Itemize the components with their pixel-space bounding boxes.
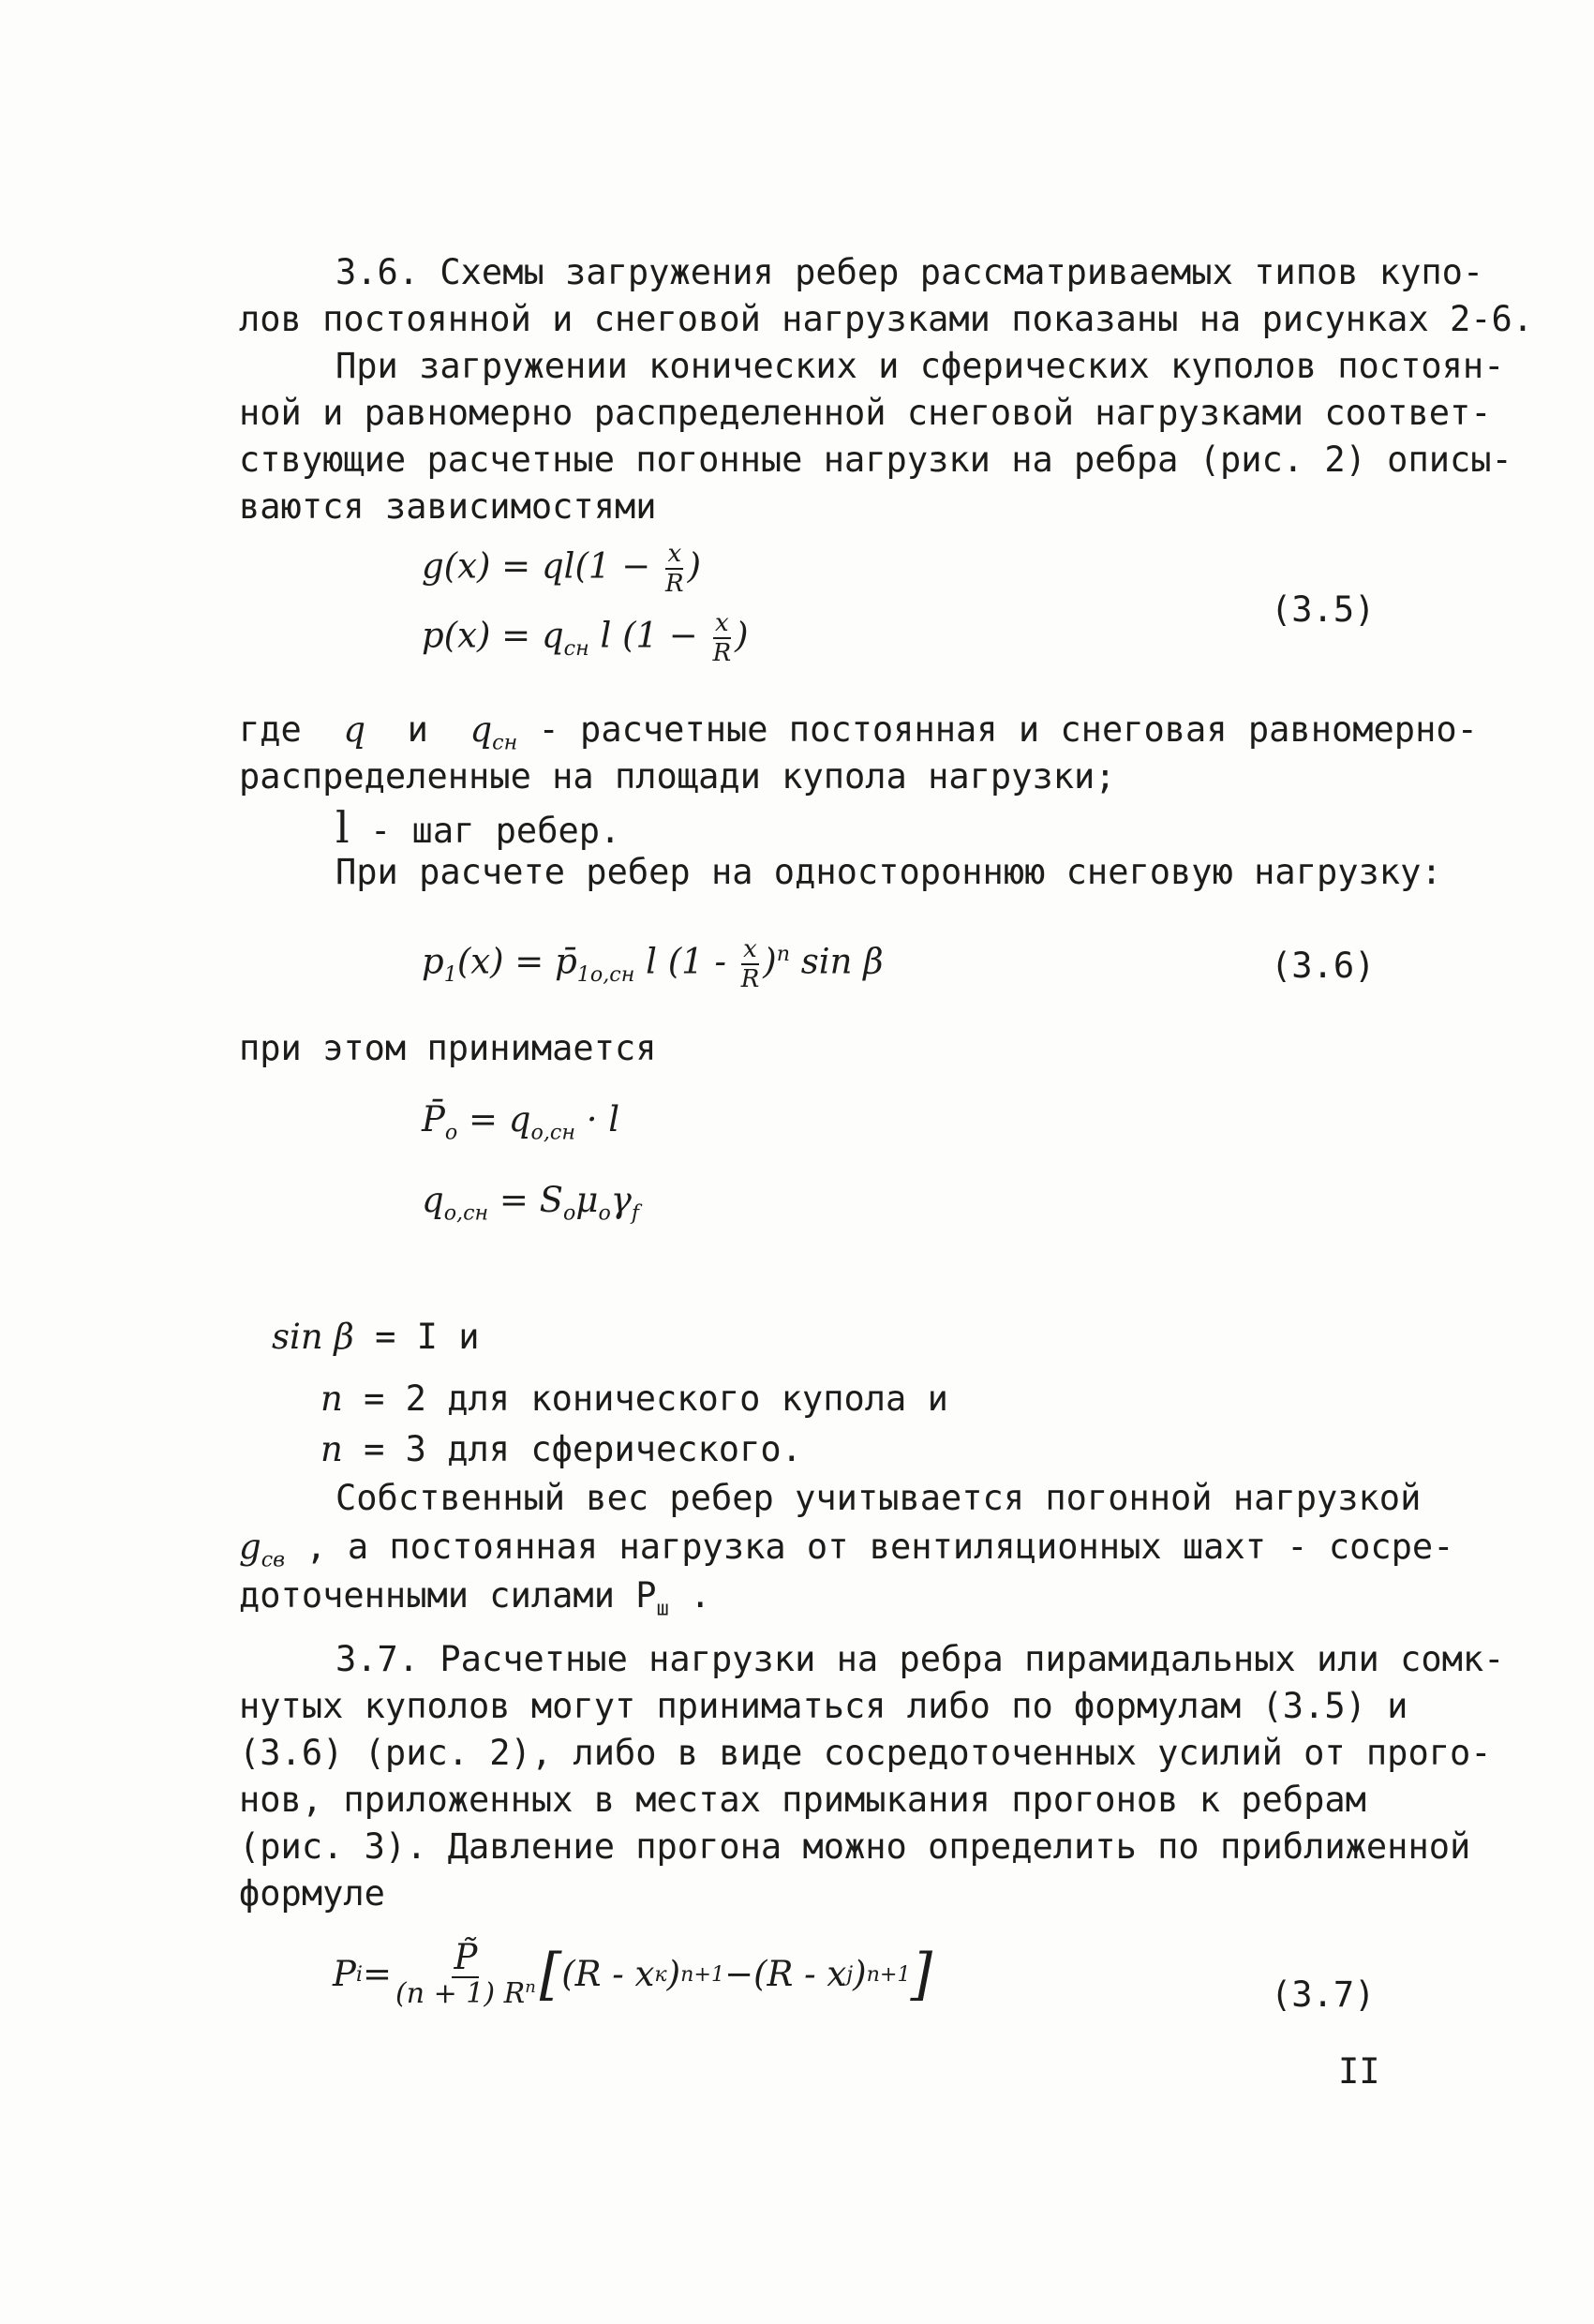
page-number: II	[1338, 2051, 1380, 2092]
text-line: нутых куполов могут приниматься либо по формулам (3.5) и	[239, 1686, 1408, 1726]
formula-p0: $P̄_o = q_{o,сн} \cdot l$	[422, 1099, 620, 1145]
text-line: ной и равномерно распределенной снеговой нагрузками соответ-	[239, 393, 1492, 433]
text-line: формуле	[239, 1873, 385, 1914]
text-line: ствующие расчетные погонные нагрузки на ребра (рис. 2) описы-	[239, 439, 1512, 480]
text-line: (3.6) (рис. 2), либо в виде сосредоточенных усилий от прого-	[239, 1733, 1492, 1773]
text-line: 3.7. Расчетные нагрузки на ребра пирамидальных или сомк-	[335, 1639, 1505, 1679]
text-line: нов, приложенных в местах примыкания прогонов к ребрам	[239, 1780, 1366, 1820]
text-line: доточенными силами $P_ш$ .	[239, 1575, 711, 1621]
text-line: sin β = I и	[272, 1317, 480, 1357]
text-line: (рис. 3). Давление прогона можно определить по приближенной	[239, 1826, 1471, 1867]
equation-number: (3.6)	[1271, 946, 1376, 986]
text-line: лов постоянной и снеговой нагрузками показаны на рисунках 2-6.	[239, 299, 1534, 339]
text-line: n = 3 для сферического.	[320, 1429, 802, 1469]
text-line: При загружении конических и сферических куполов постоян-	[335, 346, 1505, 386]
text-line: 3.6. Схемы загружения ребер рассматриваемых типов купо-	[335, 252, 1484, 292]
formula-g: g(x) = ql(1 − $\frac{x}{R}$ )	[422, 540, 701, 598]
text-line: При расчете ребер на одностороннюю снеговую нагрузку:	[335, 852, 1442, 892]
text-line: n = 2 для конического купола и	[320, 1378, 948, 1419]
formula-pi: P i = $\frac{P̃}{(n + 1) R^n}$ [ (R - x к ) n+1 − (R - x j ) n+1 ]	[333, 1937, 933, 2010]
formula-q0: $q_{o,сн} = S_o\mu_o\gamma_f$	[422, 1180, 640, 1226]
text-line: $g_{св}$ , а постоянная нагрузка от вентиляционных шахт - сосре-	[239, 1527, 1454, 1572]
formula-p1: $p_1(x)$ = $p̄_{1o,сн}$ l (1 - $\frac{x}{R}$ )$^n$ sin β	[422, 935, 884, 993]
text-line: ваются зависимостями	[239, 486, 657, 527]
text-line: l - шаг ребер.	[335, 802, 621, 853]
equation-number: (3.5)	[1271, 589, 1376, 630]
equation-number: (3.7)	[1271, 1974, 1376, 2015]
text-line: распределенные на площади купола нагрузки;	[239, 756, 1116, 797]
formula-p: $p(x) = q_{сн}$ l (1 − $\frac{x}{R}$ )	[422, 609, 749, 667]
text-line: где q и $q_{сн}$ - расчетные постоянная и снеговая равномерно-	[239, 709, 1478, 755]
text-line: при этом принимается	[239, 1028, 657, 1068]
text-line: Собственный вес ребер учитывается погонной нагрузкой	[335, 1478, 1422, 1518]
